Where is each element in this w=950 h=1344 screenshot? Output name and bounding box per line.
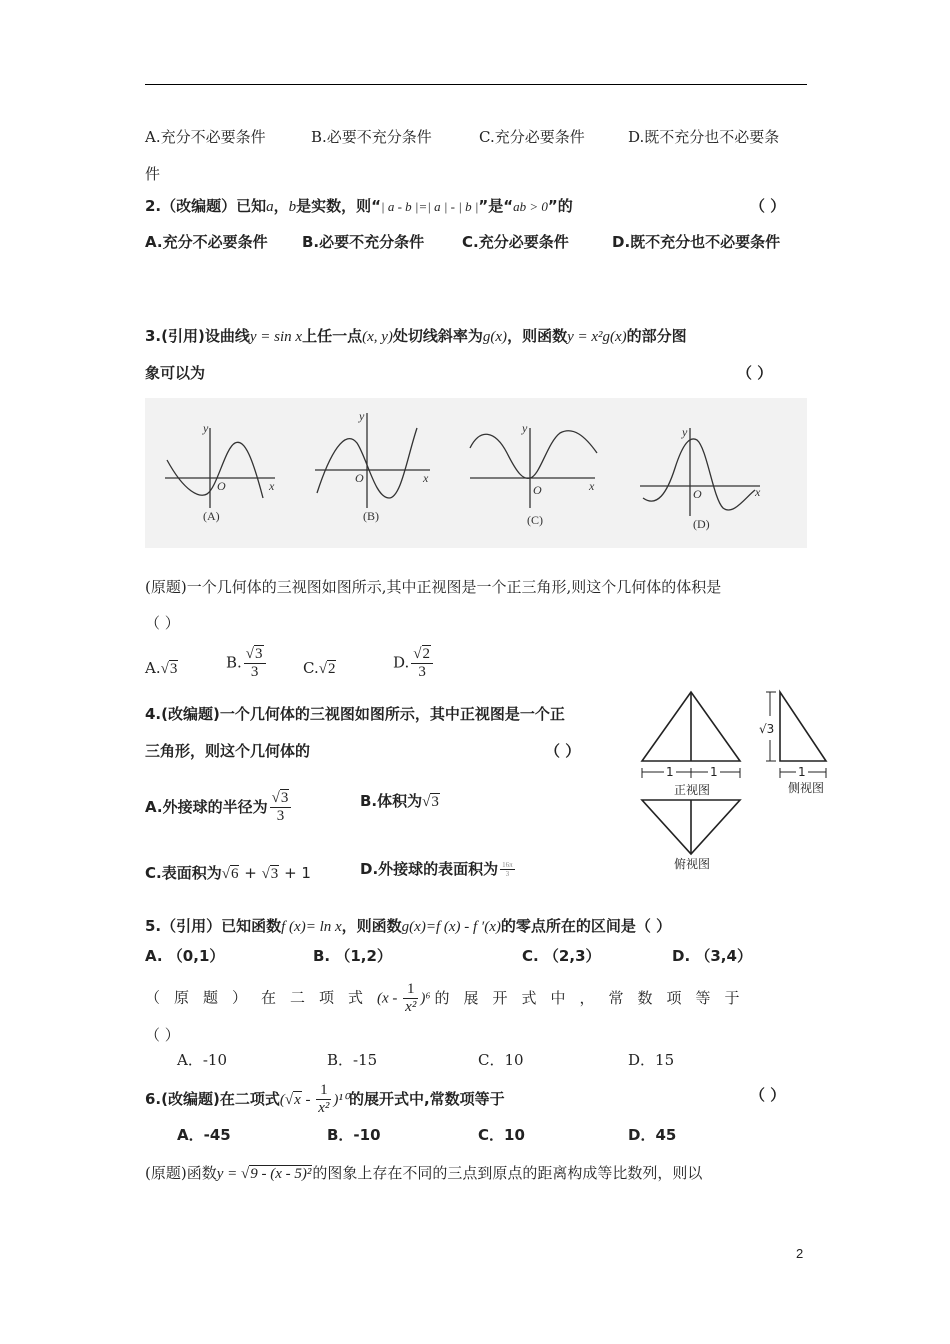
- graph-b-y-label: y: [359, 409, 365, 423]
- graph-a-y-label: y: [203, 421, 209, 435]
- graph-a-x-label: x: [269, 479, 275, 493]
- q5-option-a: A. （0,1）: [145, 947, 225, 965]
- q2-option-d: D.既不充分也不必要条件: [612, 233, 781, 251]
- graph-a-caption: (A): [203, 509, 220, 523]
- q4-option-a: A.外接球的半径为 $\frac{√3}{3}$: [145, 790, 293, 825]
- graph-strip: [145, 398, 807, 548]
- graph-c-y-label: y: [522, 421, 528, 435]
- q1-option-a: A.充分不必要条件: [145, 128, 266, 146]
- q1-option-d: D.既不充分也不必要条: [628, 128, 780, 146]
- q4-stem: 4.(改编题)一个几何体的三视图如图所示，其中正视图是一个正: [145, 705, 565, 723]
- page-number: 2: [796, 1246, 804, 1261]
- q1-option-c: C.充分必要条件: [479, 128, 585, 146]
- orig1-option-c: C.√2: [303, 659, 336, 677]
- graph-b-caption: (B): [363, 509, 379, 523]
- q5-option-c: C. （2,3）: [522, 947, 601, 965]
- graph-d-caption: (D): [693, 517, 710, 531]
- header-rule: [145, 84, 807, 85]
- q6-option-a: A．-45: [177, 1126, 231, 1144]
- graph-b-origin: O: [355, 471, 364, 485]
- orig1-stem: (原题)一个几何体的三视图如图所示,其中正视图是一个正三角形,则这个几何体的体积是: [145, 578, 722, 596]
- graph-a-origin: O: [217, 479, 226, 493]
- graph-c-x-label: x: [589, 479, 595, 493]
- q4-stem-cont: 三角形，则这个几何体的: [145, 742, 311, 760]
- orig2-option-c: C．10: [478, 1051, 524, 1069]
- graph-d-x-label: x: [755, 485, 761, 499]
- q6-stem: 6.(改编题)在二项式(√x - $\frac{1}{\text{x²}}$ )¹⁰的展开式中,常数项等于: [145, 1082, 505, 1116]
- q2-option-a: A.充分不必要条件: [145, 233, 268, 251]
- side-view-triangle: [780, 692, 826, 761]
- q1-option-d-cont: 件: [145, 165, 161, 183]
- q2-answer-paren: （ ）: [750, 197, 786, 215]
- q4-answer-paren: （ ）: [545, 742, 581, 760]
- orig1-answer-paren: （ ）: [145, 614, 180, 632]
- orig1-option-b: B. $\frac{√3}{3}$: [226, 646, 268, 681]
- q1-option-b: B.必要不充分条件: [311, 128, 432, 146]
- orig2-stem: （原题）在二项式(x - $\frac{1}{\text{x²}}$ )⁶ 的展开式中，常数项等于: [145, 981, 754, 1015]
- graph-c-curve: [470, 431, 597, 479]
- side-width: 1: [798, 765, 806, 779]
- q2-option-c: C.充分必要条件: [462, 233, 569, 251]
- q3-stem: 3.(引用)设曲线y = sin x上任一点(x, y)处切线斜率为g(x)，则函数y = x²g(x)的部分图: [145, 327, 687, 345]
- orig1-option-a: A.√3: [145, 659, 178, 677]
- orig2-answer-paren: （ ）: [145, 1026, 180, 1044]
- q6-option-b: B．-10: [327, 1126, 381, 1144]
- q6-option-d: D．45: [628, 1126, 677, 1144]
- q3-stem-cont: 象可以为: [145, 364, 206, 382]
- front-width-left: 1: [666, 765, 674, 779]
- graph-c-caption: (C): [527, 513, 543, 527]
- side-view-label: 侧视图: [788, 781, 825, 795]
- three-view-svg: [636, 688, 841, 878]
- graph-d-origin: O: [693, 487, 702, 501]
- q5-stem: 5.（引用）已知函数f (x)= ln x，则函数g(x)=f (x) - f ′(x)的零点所在的区间是（ ）: [145, 917, 672, 935]
- orig1-option-d: D. $\frac{√2}{3}$: [393, 646, 435, 681]
- q5-option-b: B. （1,2）: [313, 947, 392, 965]
- orig2-option-d: D．15: [628, 1051, 675, 1069]
- q2-stem: 2.（改编题）已知a，b是实数，则“| a - b |=| a | - | b |”是“ab > 0”的: [145, 197, 573, 215]
- q5-option-d: D. （3,4）: [672, 947, 752, 965]
- side-height: √3: [759, 722, 775, 736]
- orig2-option-a: A．-10: [177, 1051, 227, 1069]
- graph-c-origin: O: [533, 483, 542, 497]
- graph-b-x-label: x: [423, 471, 429, 485]
- graph-a-curve: [167, 442, 263, 498]
- front-view-label: 正视图: [674, 783, 711, 797]
- q4-option-c: C.表面积为√6 + √3 + 1: [145, 864, 311, 882]
- q4-option-b: B.体积为√3: [360, 792, 439, 810]
- top-view-label: 俯视图: [674, 857, 711, 871]
- graph-d-y-label: y: [682, 425, 688, 439]
- front-width-right: 1: [710, 765, 718, 779]
- q4-option-d: D.外接球的表面积为 $\frac{16\pi}{3}$: [360, 860, 513, 878]
- q3-answer-paren: （ ）: [737, 364, 773, 382]
- orig3-stem: (原题)函数y = √9 - (x - 5)²的图象上存在不同的三点到原点的距离构成等比数列，则以: [145, 1164, 703, 1182]
- orig2-option-b: B．-15: [327, 1051, 378, 1069]
- q3-graph-options: [145, 398, 807, 548]
- q6-answer-paren: （ ）: [750, 1086, 786, 1104]
- three-view-figure: [636, 688, 841, 878]
- q2-option-b: B.必要不充分条件: [302, 233, 425, 251]
- q6-option-c: C．10: [478, 1126, 525, 1144]
